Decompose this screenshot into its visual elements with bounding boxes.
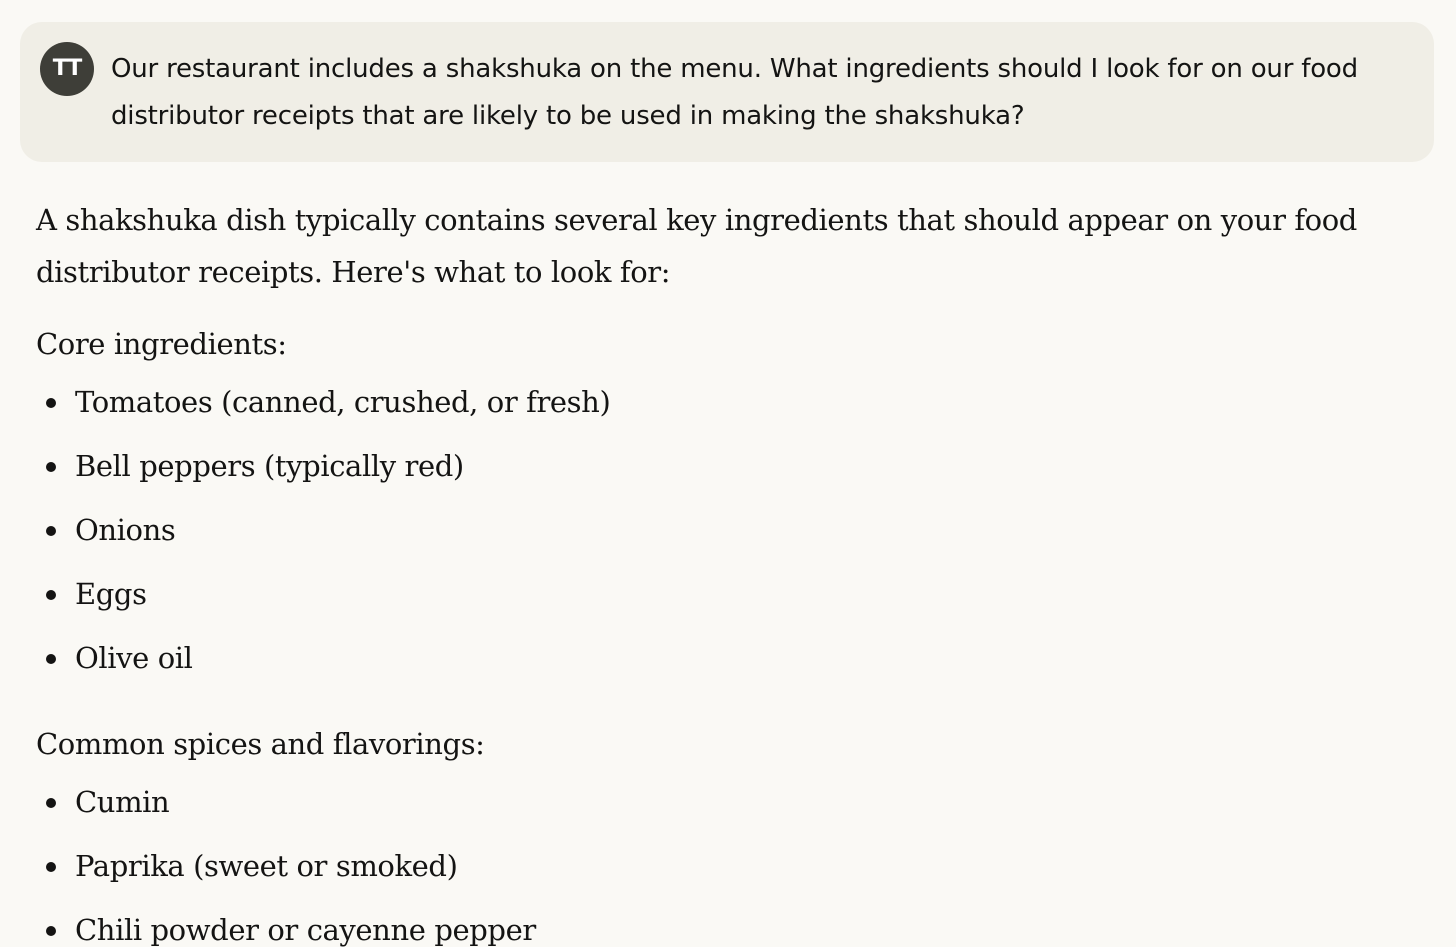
list-item (36, 506, 1416, 570)
bullet-icon (46, 654, 56, 664)
list-item-text: Cumin (75, 785, 170, 819)
bullet-icon (46, 926, 56, 936)
list-item (36, 634, 1416, 698)
bullet-icon (46, 462, 56, 472)
list-item (36, 378, 1416, 442)
section-heading-core: Core ingredients: (36, 327, 287, 361)
user-message-bubble (20, 22, 1434, 162)
spices-list (36, 778, 1416, 947)
user-message-text: Our restaurant includes a shakshuka on the menu. What ingredients should I look for on our food distributor receipts that are likely to be used in making the shakshuka? (111, 54, 1358, 131)
list-item (36, 842, 1416, 906)
response-intro: A shakshuka dish typically contains several key ingredients that should appear on your food distributor receipts. Here's what to look for: (36, 203, 1357, 289)
bullet-icon (46, 862, 56, 872)
list-item (36, 906, 1416, 947)
list-item-text: Chili powder or cayenne pepper (75, 913, 536, 947)
bullet-icon (46, 798, 56, 808)
list-item-text: Onions (75, 513, 176, 547)
list-item-text: Eggs (75, 577, 147, 611)
list-item (36, 570, 1416, 634)
list-item-text: Bell peppers (typically red) (75, 449, 464, 483)
core-ingredients-list (36, 378, 1416, 698)
list-item (36, 442, 1416, 506)
section-heading-spices: Common spices and flavorings: (36, 727, 485, 761)
user-avatar[interactable]: TT (40, 42, 94, 96)
list-item-text: Tomatoes (canned, crushed, or fresh) (75, 385, 611, 419)
list-item (36, 778, 1416, 842)
bullet-icon (46, 526, 56, 536)
bullet-icon (46, 590, 56, 600)
list-item-text: Paprika (sweet or smoked) (75, 849, 458, 883)
assistant-response (36, 194, 1416, 947)
list-item-text: Olive oil (75, 641, 193, 675)
bullet-icon (46, 398, 56, 408)
